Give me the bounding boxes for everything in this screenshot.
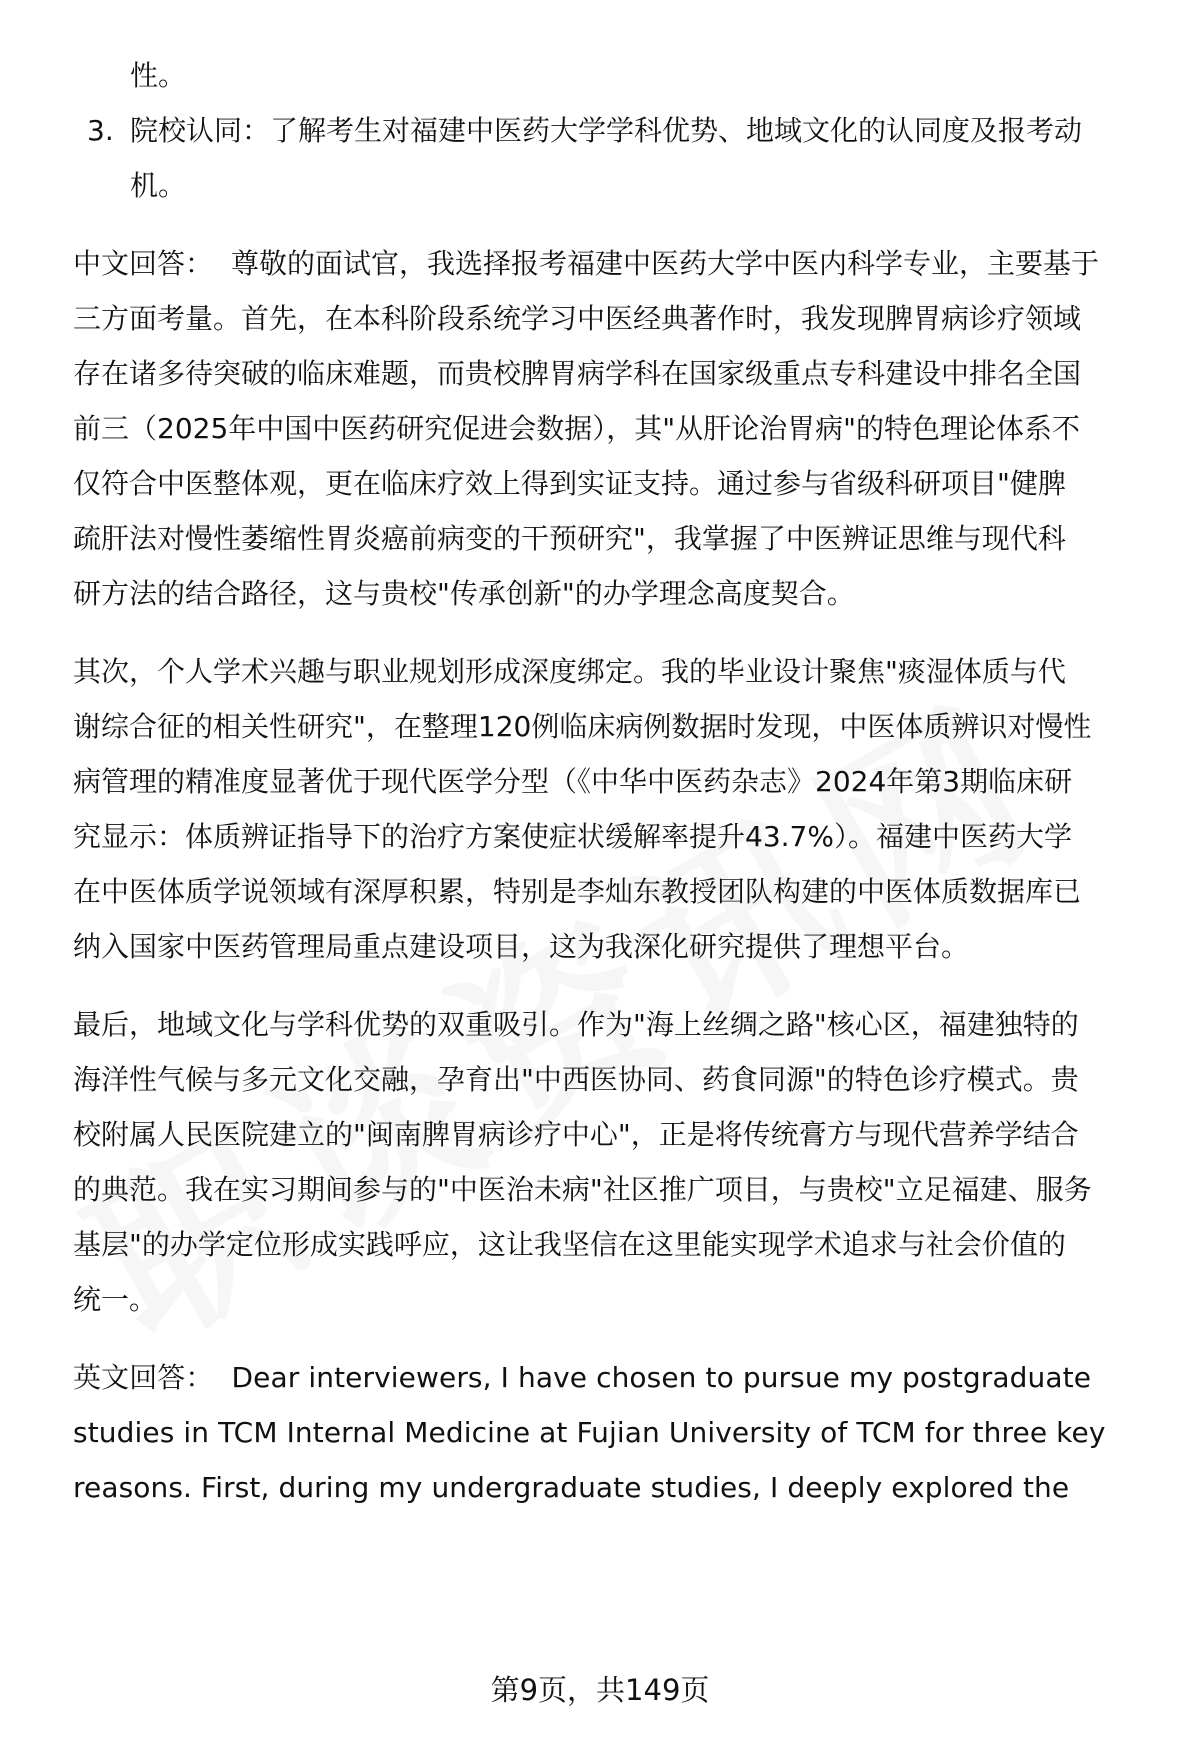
paragraph-line: 最后，地域文化与学科优势的双重吸引。作为"海上丝绸之路"核心区，福建独特的	[73, 1008, 1079, 1041]
paragraph-line: 在中医体质学说领域有深厚积累，特别是李灿东教授团队构建的中医体质数据库已	[73, 875, 1082, 908]
page-content	[73, 48, 1163, 1515]
paragraph-line: 基层"的办学定位形成实践呼应，这让我坚信在这里能实现学术追求与社会价值的	[73, 1228, 1066, 1261]
paragraph-line	[73, 1350, 1163, 1405]
paragraph-line: 谢综合征的相关性研究"，在整理120例临床病例数据时发现，中医体质辨识对慢性	[73, 710, 1092, 743]
chinese-answer-label: 中文回答：	[73, 247, 214, 280]
paragraph-line: 的典范。我在实习期间参与的"中医治未病"社区推广项目，与贵校"立足福建、服务	[73, 1173, 1092, 1206]
paragraph-line: 前三（2025年中国中医药研究促进会数据），其"从肝论治胃病"的特色理论体系不	[73, 412, 1081, 445]
paragraph-line: 三方面考量。首先，在本科阶段系统学习中医经典著作时，我发现脾胃病诊疗领域	[73, 302, 1082, 335]
paragraph-line-text: 尊敬的面试官，我选择报考福建中医药大学中医内科学专业，主要基于	[231, 247, 1100, 280]
chinese-answer-paragraph-2	[73, 644, 1163, 974]
english-answer-paragraph	[73, 1350, 1163, 1515]
english-answer-label: 英文回答：	[73, 1361, 214, 1394]
list-item-3	[73, 103, 1163, 158]
chinese-answer-paragraph-3	[73, 997, 1163, 1327]
list-item-text: 院校认同：了解考生对福建中医药大学学科优势、地域文化的认同度及报考动	[130, 114, 1083, 147]
chinese-answer-paragraph-1	[73, 236, 1163, 621]
paragraph-line: 校附属人民医院建立的"闽南脾胃病诊疗中心"，正是将传统膏方与现代营养学结合	[73, 1118, 1079, 1151]
paragraph-line: 纳入国家中医药管理局重点建设项目，这为我深化研究提供了理想平台。	[73, 930, 970, 963]
paragraph-line: 统一。	[73, 1283, 158, 1316]
paragraph-line: 研方法的结合路径，这与贵校"传承创新"的办学理念高度契合。	[73, 577, 855, 610]
paragraph-line: 仅符合中医整体观，更在临床疗效上得到实证支持。通过参与省级科研项目"健脾	[73, 467, 1066, 500]
list-number: 3.	[87, 114, 114, 147]
list-item-3-continuation: 机。	[130, 169, 187, 202]
paragraph-line: studies in TCM Internal Medicine at Fujian University of TCM for three key	[73, 1416, 1106, 1449]
list-item-2-tail: 性。	[130, 59, 187, 92]
paragraph-line: reasons. First, during my undergraduate studies, I deeply explored the	[73, 1471, 1070, 1504]
page-number-footer: 第9页，共149页	[490, 1673, 710, 1707]
paragraph-line: 病管理的精准度显著优于现代医学分型（《中华中医药杂志》2024年第3期临床研	[73, 765, 1073, 798]
paragraph-line: 其次，个人学术兴趣与职业规划形成深度绑定。我的毕业设计聚焦"痰湿体质与代	[73, 655, 1066, 688]
paragraph-line	[73, 236, 1163, 291]
paragraph-line: 疏肝法对慢性萎缩性胃炎癌前病变的干预研究"，我掌握了中医辨证思维与现代科	[73, 522, 1066, 555]
paragraph-line: 海洋性气候与多元文化交融，孕育出"中西医协同、药食同源"的特色诊疗模式。贵	[73, 1063, 1079, 1096]
paragraph-line-text: Dear interviewers, I have chosen to pursue my postgraduate	[231, 1361, 1092, 1394]
paragraph-line: 存在诸多待突破的临床难题，而贵校脾胃病学科在国家级重点专科建设中排名全国	[73, 357, 1082, 390]
paragraph-line: 究显示：体质辨证指导下的治疗方案使症状缓解率提升43.7%）。福建中医药大学	[73, 820, 1072, 853]
